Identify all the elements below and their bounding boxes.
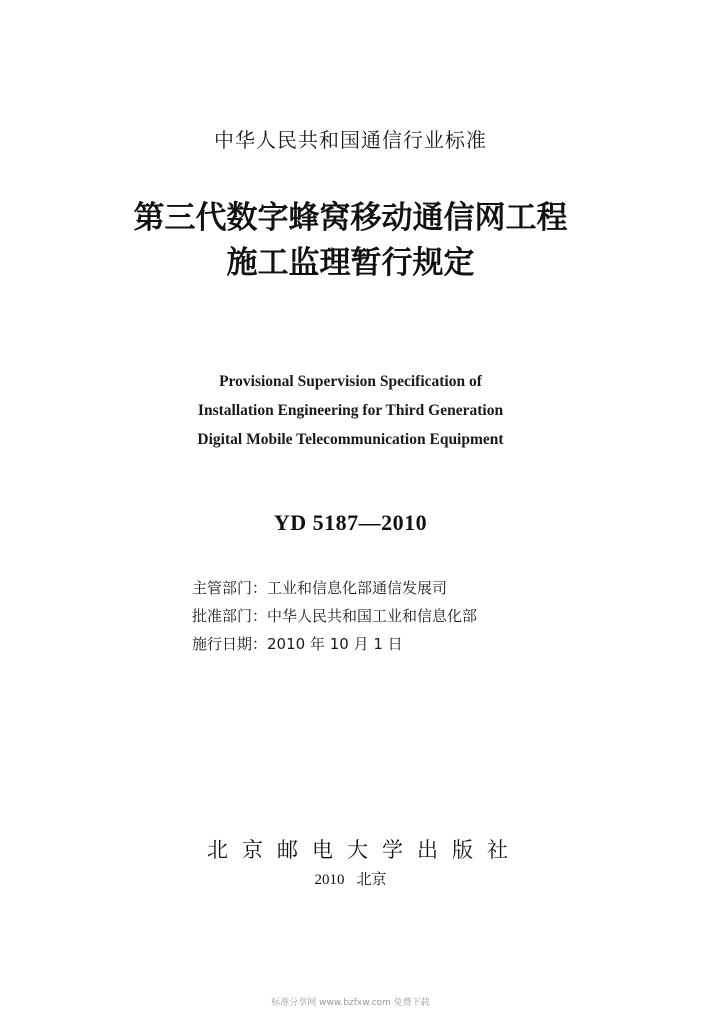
- approver-value: 中华人民共和国工业和信息化部: [267, 607, 478, 625]
- authority-label: 主管部门：: [192, 579, 268, 597]
- publisher-year-city: [0, 868, 701, 889]
- english-title-line-2: Installation Engineering for Third Generation: [197, 402, 504, 419]
- english-title-line-3: Digital Mobile Telecommunication Equipment: [197, 431, 504, 448]
- authority-line: [192, 577, 447, 598]
- effective-date-line: [192, 633, 403, 654]
- standard-code: YD 5187—2010: [273, 510, 428, 535]
- approver-line: [192, 605, 477, 626]
- publish-year: 2010: [314, 872, 345, 888]
- standard-category: 中华人民共和国通信行业标准: [214, 128, 487, 152]
- title-line-1: 第三代数字蜂窝移动通信网工程: [133, 200, 568, 236]
- watermark-footer: 标准分享网 www.bzfxw.com 免费下载: [271, 998, 430, 1008]
- english-title-line-1: Provisional Supervision Specification of: [219, 373, 482, 390]
- title-line-2: 施工监理暂行规定: [226, 245, 475, 281]
- approver-label: 批准部门：: [192, 607, 268, 625]
- authority-value: 工业和信息化部通信发展司: [267, 579, 448, 597]
- publish-city: 北京: [356, 872, 387, 888]
- publisher-name: 北京邮电大学出版社: [207, 838, 522, 862]
- effective-date-value: 2010 年 10 月 1 日: [267, 635, 403, 653]
- effective-date-label: 施行日期：: [192, 635, 268, 653]
